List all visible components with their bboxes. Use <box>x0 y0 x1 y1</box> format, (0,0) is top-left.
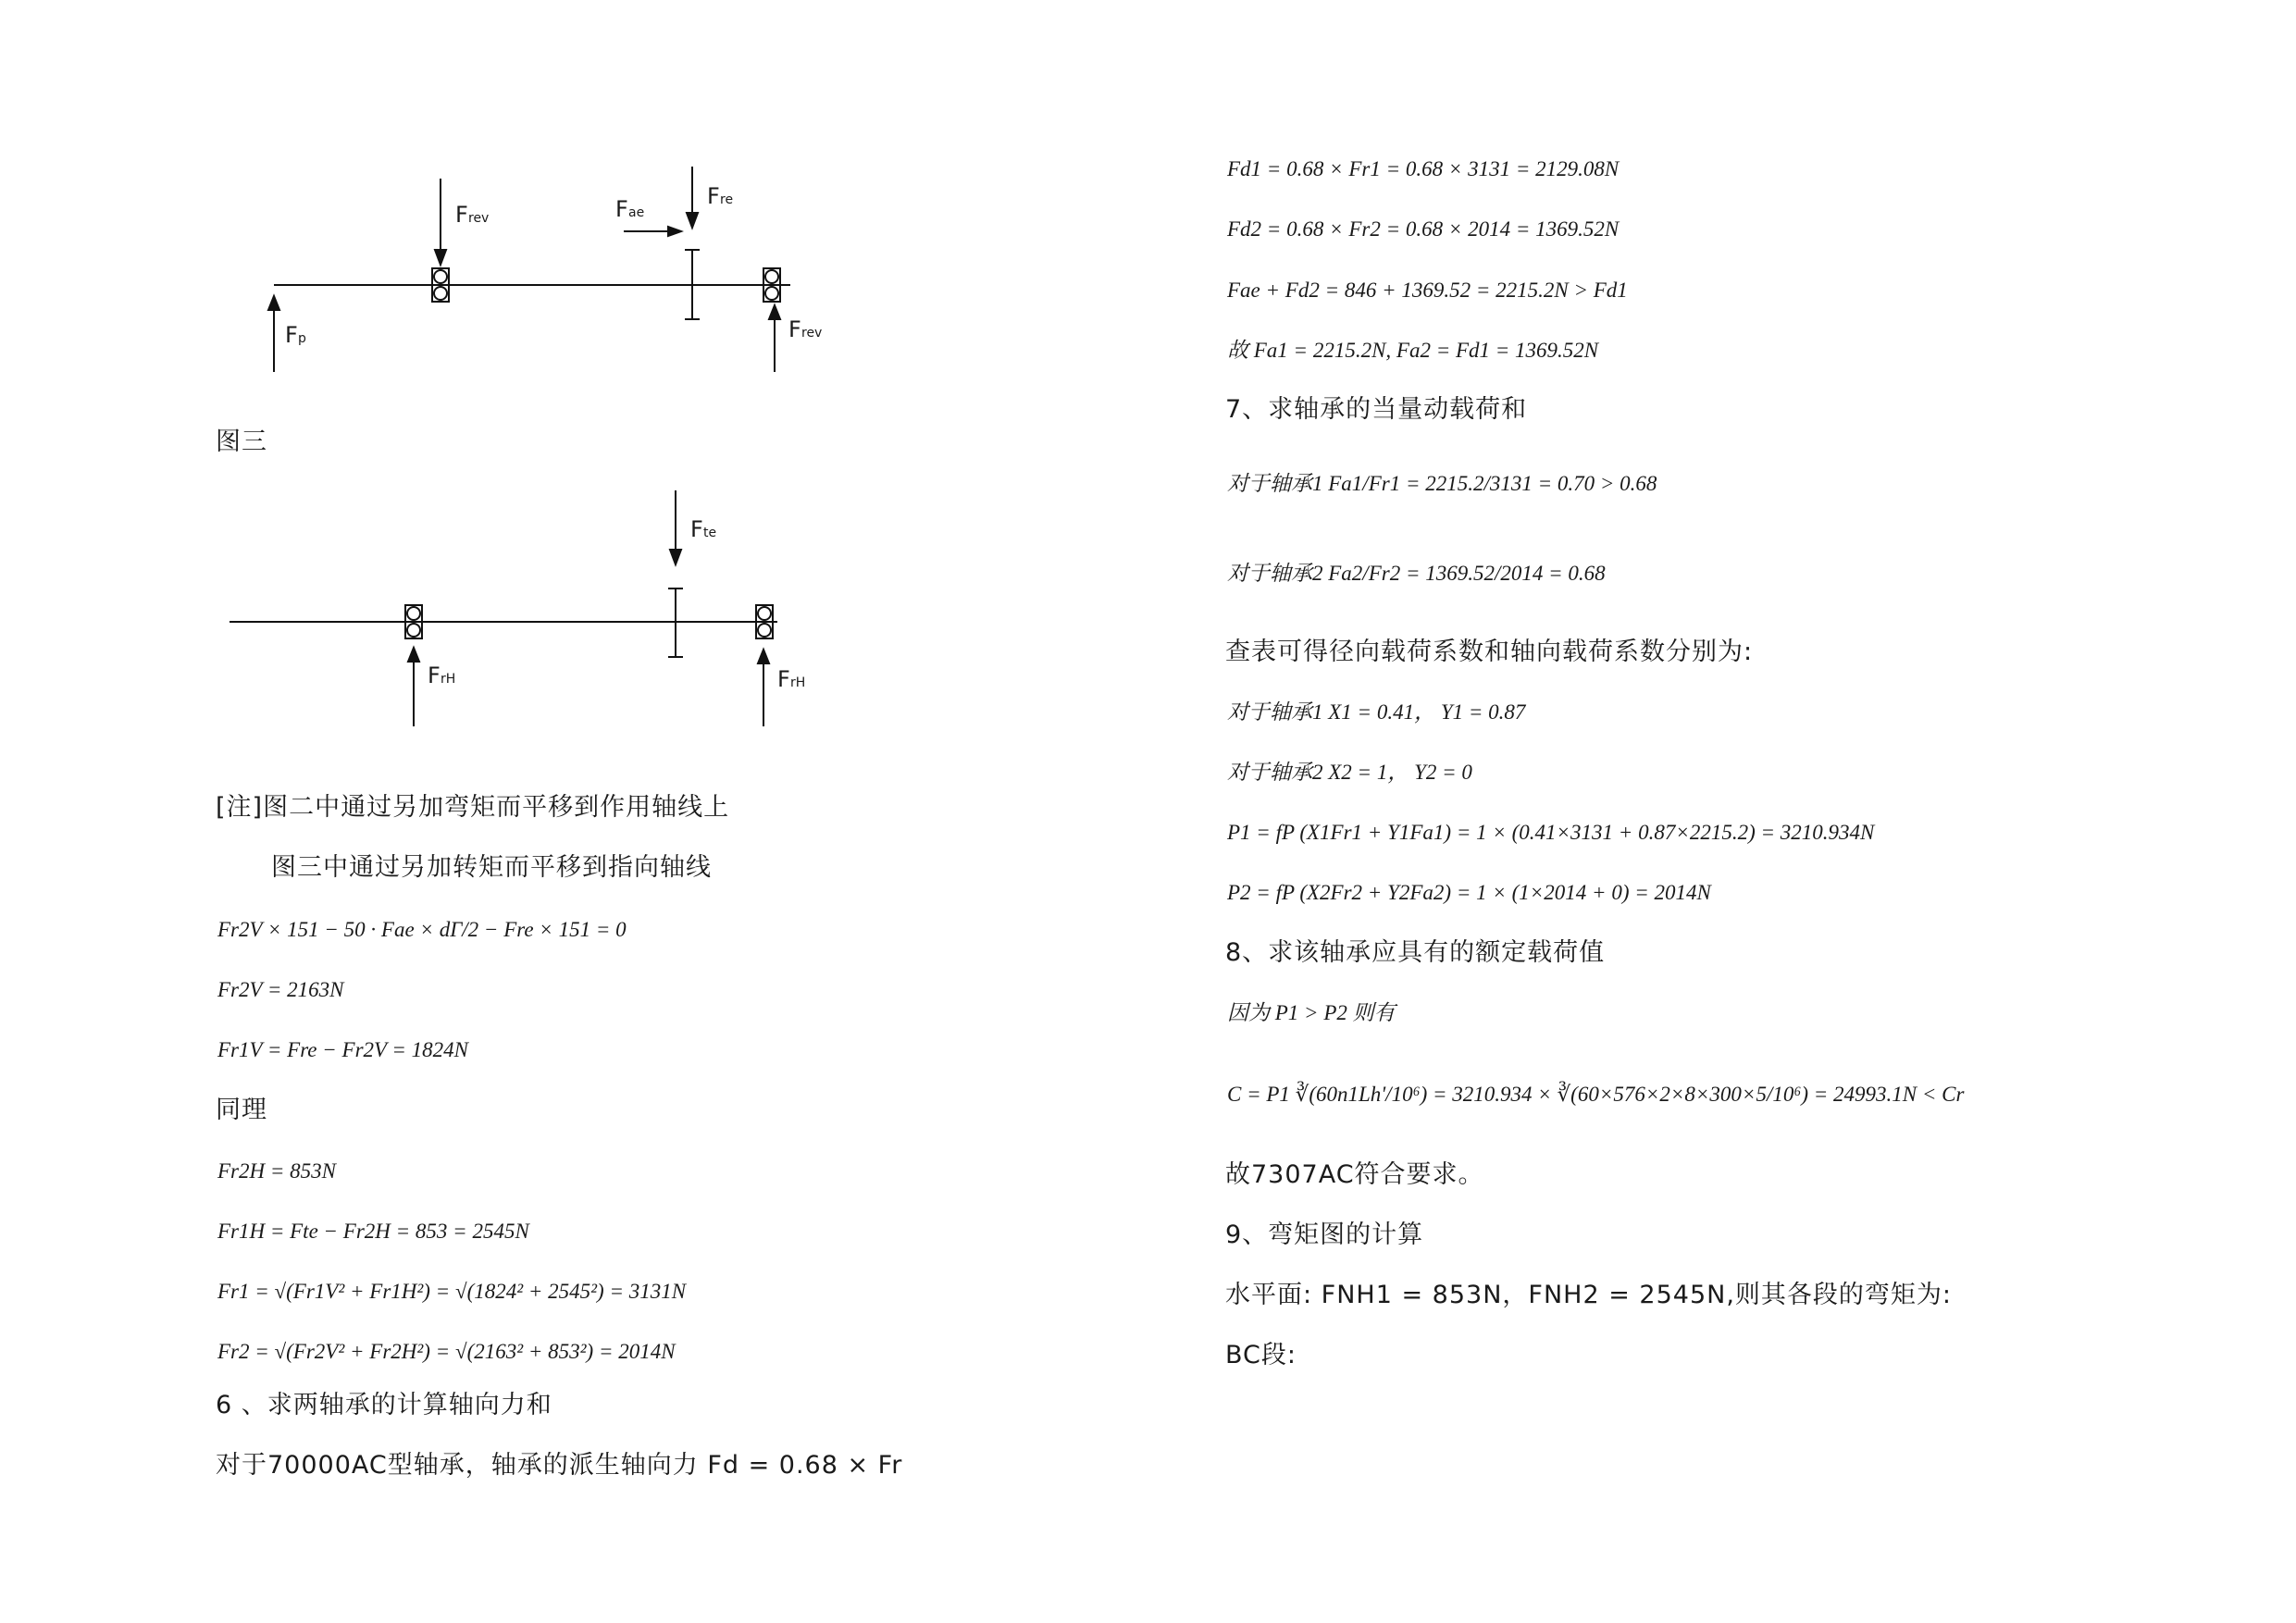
text-line: 同理 <box>216 1096 267 1124</box>
label-fae: F <box>615 196 628 222</box>
arrow-fp <box>268 296 279 372</box>
arrow-frh-left <box>408 648 419 726</box>
section-heading: 6 、求两轴承的计算轴向力和 <box>216 1391 552 1419</box>
equation-line: P2 = fP (X2Fr2 + Y2Fa2) = 1 × (1×2014 + 0) = 2014N <box>1227 881 1711 904</box>
label-frh-left-sub: rH <box>441 672 456 687</box>
label-frev-bottom-sub: rev <box>801 326 823 341</box>
label-frev-top: F <box>455 202 468 228</box>
label-fre: F <box>707 183 720 209</box>
arrow-frh-right <box>758 650 769 726</box>
equation-line: 因为 P1 > P2 则有 <box>1227 1001 1396 1024</box>
arrow-frev-top <box>435 179 446 265</box>
arrow-fae <box>624 227 681 236</box>
label-fte: F <box>690 516 703 542</box>
text-line: 对于70000AC型轴承，轴承的派生轴向力 Fd = 0.68 × Fr <box>216 1451 903 1480</box>
note-line: [注]图二中通过另加弯矩而平移到作用轴线上 <box>216 793 730 822</box>
label-frh-left: F <box>428 663 441 688</box>
arrow-fre <box>687 167 698 228</box>
note-line: 图三中通过另加转矩而平移到指向轴线 <box>271 853 712 882</box>
section-heading: 9、弯矩图的计算 <box>1225 1220 1424 1249</box>
figure2-svg <box>250 167 824 389</box>
equation-line: 对于轴承1 X1 = 0.41， Y1 = 0.87 <box>1227 700 1526 724</box>
label-fp: F <box>285 322 298 348</box>
arrow-frev-bottom <box>769 305 780 372</box>
figure3-svg <box>222 490 814 740</box>
label-frh-right-sub: rH <box>790 675 806 690</box>
equation-line: Fd1 = 0.68 × Fr1 = 0.68 × 3131 = 2129.08N <box>1227 157 1620 180</box>
equation-line: 对于轴承2 X2 = 1， Y2 = 0 <box>1227 761 1472 784</box>
figure3-caption: 图三 <box>216 427 267 456</box>
equation-line: Fae + Fd2 = 846 + 1369.52 = 2215.2N > Fd1 <box>1227 279 1628 302</box>
text-line: BC段: <box>1225 1341 1297 1369</box>
label-fae-sub: ae <box>628 205 645 220</box>
equation-line: C = P1 ∛(60n1Lh'/10⁶) = 3210.934 × ∛(60×576×2×8×300×5/10⁶) = 24993.1N < Cr <box>1227 1083 1965 1106</box>
label-fre-sub: re <box>720 192 734 207</box>
text-line: 查表可得径向载荷系数和轴向载荷系数分别为: <box>1225 638 1754 666</box>
label-fte-sub: te <box>703 526 717 540</box>
label-frh-right: F <box>777 666 790 692</box>
equation-line: 对于轴承2 Fa2/Fr2 = 1369.52/2014 = 0.68 <box>1227 562 1606 585</box>
figure2-force-diagram <box>250 167 824 389</box>
label-fp-sub: p <box>298 331 306 346</box>
section-heading: 7、求轴承的当量动载荷和 <box>1225 395 1528 424</box>
equation-line: Fr1H = Fte − Fr2H = 853 = 2545N <box>217 1220 529 1243</box>
figure3-force-diagram <box>222 490 814 740</box>
arrow-fte <box>670 490 681 564</box>
text-line: 故7307AC符合要求。 <box>1225 1160 1484 1189</box>
section-heading: 8、求该轴承应具有的额定载荷值 <box>1225 938 1606 967</box>
equation-line: Fr2V × 151 − 50 · Fae × dΓ/2 − Fre × 151 = 0 <box>217 918 627 941</box>
equation-line: Fr2H = 853N <box>217 1159 336 1183</box>
label-frev-bottom: F <box>788 316 801 342</box>
equation-line: Fd2 = 0.68 × Fr2 = 0.68 × 2014 = 1369.52N <box>1227 217 1620 241</box>
text-line: 水平面: FNH1 = 853N，FNH2 = 2545N,则其各段的弯矩为: <box>1225 1281 1952 1309</box>
equation-line: Fr1V = Fre − Fr2V = 1824N <box>217 1038 469 1061</box>
label-frev-top-sub: rev <box>468 211 490 226</box>
equation-line: Fr1 = √(Fr1V² + Fr1H²) = √(1824² + 2545²) = 3131N <box>217 1280 687 1303</box>
equation-line: Fr2V = 2163N <box>217 978 344 1001</box>
equation-line: Fr2 = √(Fr2V² + Fr2H²) = √(2163² + 853²) = 2014N <box>217 1340 676 1363</box>
equation-line: 对于轴承1 Fa1/Fr1 = 2215.2/3131 = 0.70 > 0.68 <box>1227 472 1657 495</box>
equation-line: 故 Fa1 = 2215.2N, Fa2 = Fd1 = 1369.52N <box>1227 339 1599 362</box>
equation-line: P1 = fP (X1Fr1 + Y1Fa1) = 1 × (0.41×3131 + 0.87×2215.2) = 3210.934N <box>1227 821 1875 844</box>
